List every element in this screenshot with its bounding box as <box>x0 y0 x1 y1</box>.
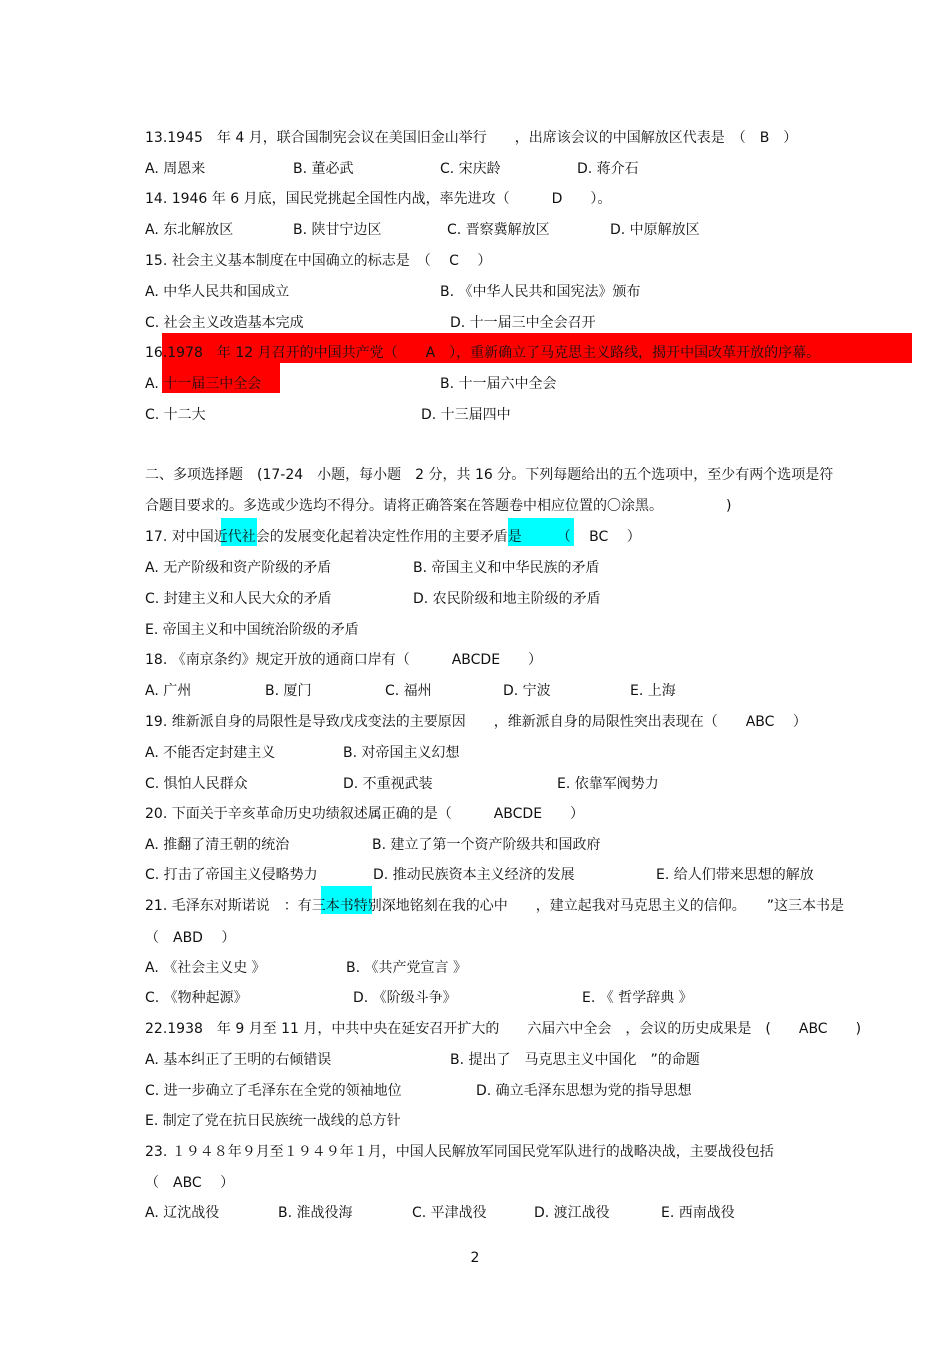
option-e: E. 上海 <box>630 683 676 699</box>
page-number: 2 <box>470 1250 480 1266</box>
option-a: A. 推翻了清王朝的统治 <box>145 837 290 853</box>
option-d: D. 宁波 <box>503 683 551 699</box>
option-b: B. 厦门 <box>265 683 312 699</box>
option-b: B. 淮战役海 <box>278 1205 353 1221</box>
option-c: C. 封建主义和人民大众的矛盾 <box>145 591 332 607</box>
option-c: C. 社会主义改造基本完成 <box>145 315 304 331</box>
question-16: 16.1978 年 12 月召开的中国共产党（ A ），重新确立了马克思主义路线，揭开中国改革开放的序幕。 <box>145 345 821 361</box>
option-a: A. 广州 <box>145 683 192 699</box>
question-22: 22.1938 年 9 月至 11 月，中共中央在延安召开扩大的 六届六中全会 ，会议的历史成果是 ( ABC ) <box>145 1021 862 1037</box>
option-c: C. 进一步确立了毛泽东在全党的领袖地位 <box>145 1083 402 1099</box>
option-a: A. 东北解放区 <box>145 222 234 238</box>
option-e: E. 西南战役 <box>661 1205 735 1221</box>
option-b: B. 董必武 <box>293 161 354 177</box>
option-c: C. 宋庆龄 <box>440 161 501 177</box>
section-2-heading: 二、多项选择题 (17-24 小题，每小题 2 分，共 16 分。下列每题给出的五个选项中，至少有两个选项是符 <box>145 467 834 483</box>
option-c: C. 打击了帝国主义侵略势力 <box>145 867 318 883</box>
question-15: 15. 社会主义基本制度在中国确立的标志是 （ C ） <box>145 253 492 269</box>
option-d: D. 渡江战役 <box>534 1205 610 1221</box>
option-c: C. 《物种起源》 <box>145 990 248 1006</box>
question-17: 17. 对中国近代社会的发展变化起着决定性作用的主要矛盾是 （ BC ） <box>145 529 641 545</box>
option-b: B. 《共产党宣言 》 <box>346 960 467 976</box>
option-d: D. 推动民族资本主义经济的发展 <box>373 867 575 883</box>
option-d: D. 不重视武装 <box>343 776 433 792</box>
option-c: C. 十二大 <box>145 407 206 423</box>
option-c: C. 惧怕人民群众 <box>145 776 248 792</box>
question-14: 14. 1946 年 6 月底，国民党挑起全国性内战，率先进攻（ D ）。 <box>145 191 612 207</box>
option-e: E. 《 哲学辞典 》 <box>582 990 693 1006</box>
answer-21: （ ABD ） <box>145 930 236 946</box>
option-a: A. 不能否定封建主义 <box>145 745 276 761</box>
option-c: C. 平津战役 <box>412 1205 487 1221</box>
option-a: A. 基本纠正了王明的右倾错误 <box>145 1052 332 1068</box>
option-b: B. 《中华人民共和国宪法》颁布 <box>440 284 641 300</box>
question-19: 19. 维新派自身的局限性是导致戊戌变法的主要原因 ，维新派自身的局限性突出表现在（ ABC ） <box>145 714 807 730</box>
option-a: A. 十一届三中全会 <box>145 376 262 392</box>
question-21: 21. 毛泽东对斯诺说 ：有三本书特别深地铭刻在我的心中 ，建立起我对马克思主义的信仰。 ”这三本书是 <box>145 898 844 914</box>
option-b: B. 帝国主义和中华民族的矛盾 <box>413 560 600 576</box>
question-23: 23. １９４８年９月至１９４９年１月，中国人民解放军同国民党军队进行的战略决战，主要战役包括 <box>145 1144 774 1160</box>
option-a: A. 周恩来 <box>145 161 206 177</box>
option-d: D. 蒋介石 <box>577 161 639 177</box>
option-a: A. 中华人民共和国成立 <box>145 284 290 300</box>
option-e: E. 依靠军阀势力 <box>557 776 659 792</box>
question-20: 20. 下面关于辛亥革命历史功绩叙述属正确的是（ ABCDE ） <box>145 806 585 822</box>
option-a: A. 无产阶级和资产阶级的矛盾 <box>145 560 332 576</box>
option-e: E. 帝国主义和中国统治阶级的矛盾 <box>145 622 359 638</box>
question-18: 18. 《南京条约》规定开放的通商口岸有（ ABCDE ） <box>145 652 543 668</box>
option-d: D. 《阶级斗争》 <box>353 990 457 1006</box>
option-d: D. 中原解放区 <box>610 222 700 238</box>
option-d: D. 确立毛泽东思想为党的指导思想 <box>476 1083 692 1099</box>
option-e: E. 给人们带来思想的解放 <box>656 867 814 883</box>
option-d: D. 农民阶级和地主阶级的矛盾 <box>413 591 601 607</box>
option-d: D. 十一届三中全会召开 <box>450 315 596 331</box>
option-c: C. 福州 <box>385 683 432 699</box>
question-13: 13.1945 年 4 月，联合国制宪会议在美国旧金山举行 ，出席该会议的中国解放区代表是 （ B ） <box>145 130 798 146</box>
option-c: C. 晋察冀解放区 <box>447 222 550 238</box>
option-b: B. 对帝国主义幻想 <box>343 745 460 761</box>
option-b: B. 陕甘宁边区 <box>293 222 382 238</box>
option-b: B. 十一届六中全会 <box>440 376 557 392</box>
option-b: B. 建立了第一个资产阶级共和国政府 <box>372 837 601 853</box>
option-a: A. 《社会主义史 》 <box>145 960 266 976</box>
option-e: E. 制定了党在抗日民族统一战线的总方针 <box>145 1113 401 1129</box>
section-2-instructions: 合题目要求的。多选或少选均不得分。请将正确答案在答题卷中相应位置的〇涂黑。 ) <box>145 498 732 514</box>
option-a: A. 辽沈战役 <box>145 1205 220 1221</box>
option-b: B. 提出了 马克思主义中国化 ”的命题 <box>450 1052 700 1068</box>
answer-23: （ ABC ） <box>145 1175 235 1191</box>
option-d: D. 十三届四中 <box>421 407 511 423</box>
